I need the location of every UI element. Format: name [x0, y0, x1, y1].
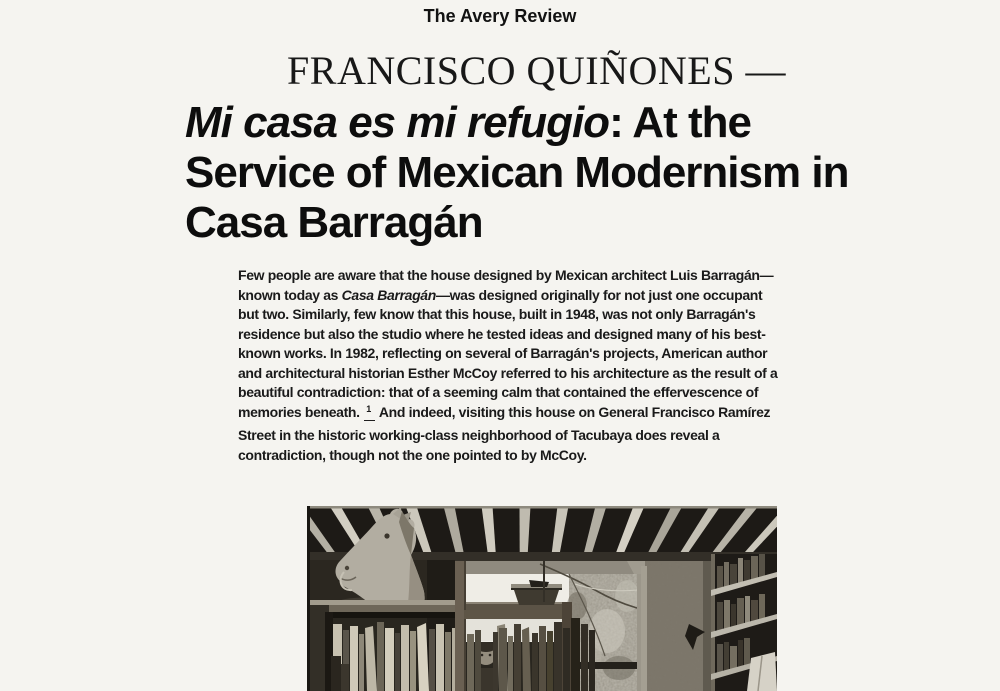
masthead-title-link[interactable]: The Avery Review	[423, 6, 577, 26]
title-italic-phrase: Mi casa es mi refugio	[185, 98, 610, 147]
title-line-2: Service of Mexican Modernism in	[185, 148, 849, 197]
article-title	[185, 98, 945, 248]
footnote-ref-1[interactable]: 1	[364, 400, 375, 422]
masthead	[0, 5, 1000, 27]
paragraph-text: —was designed originally for not just one occupant but two. Similarly, few know that this house, built in 1948, was not only Barragán's residence but also the studio where he tested ideas and designed many of his best-known works. In 1982, reflecting on several of Barragán's projects, American author and architectural historian Esther McCoy referred to his architecture as the result of a beautiful contradiction: that of a seeming calm that contained the effervescence of memories beneath.	[238, 286, 778, 420]
title-line-3: Casa Barragán	[185, 198, 483, 247]
title-line-1	[185, 98, 945, 148]
paragraph-italic-text: Casa Barragán	[341, 286, 436, 303]
author-byline[interactable]: FRANCISCO QUIÑONES —	[287, 48, 786, 93]
interior-photo-illustration	[307, 506, 777, 691]
lead-paragraph	[238, 266, 778, 465]
article-photo	[307, 506, 777, 691]
paragraph-text: Few people are aware that the house designed by Mexican architect Luis Barragán—known today as	[238, 267, 774, 303]
paragraph-text: And indeed, visiting this house on General Francisco Ramírez Street in the historic working-class neighborhood of Tacubaya does reveal a contradiction, though not the one pointed to by McCoy.	[238, 403, 771, 463]
title-line-1-rest: : At the	[609, 98, 751, 147]
